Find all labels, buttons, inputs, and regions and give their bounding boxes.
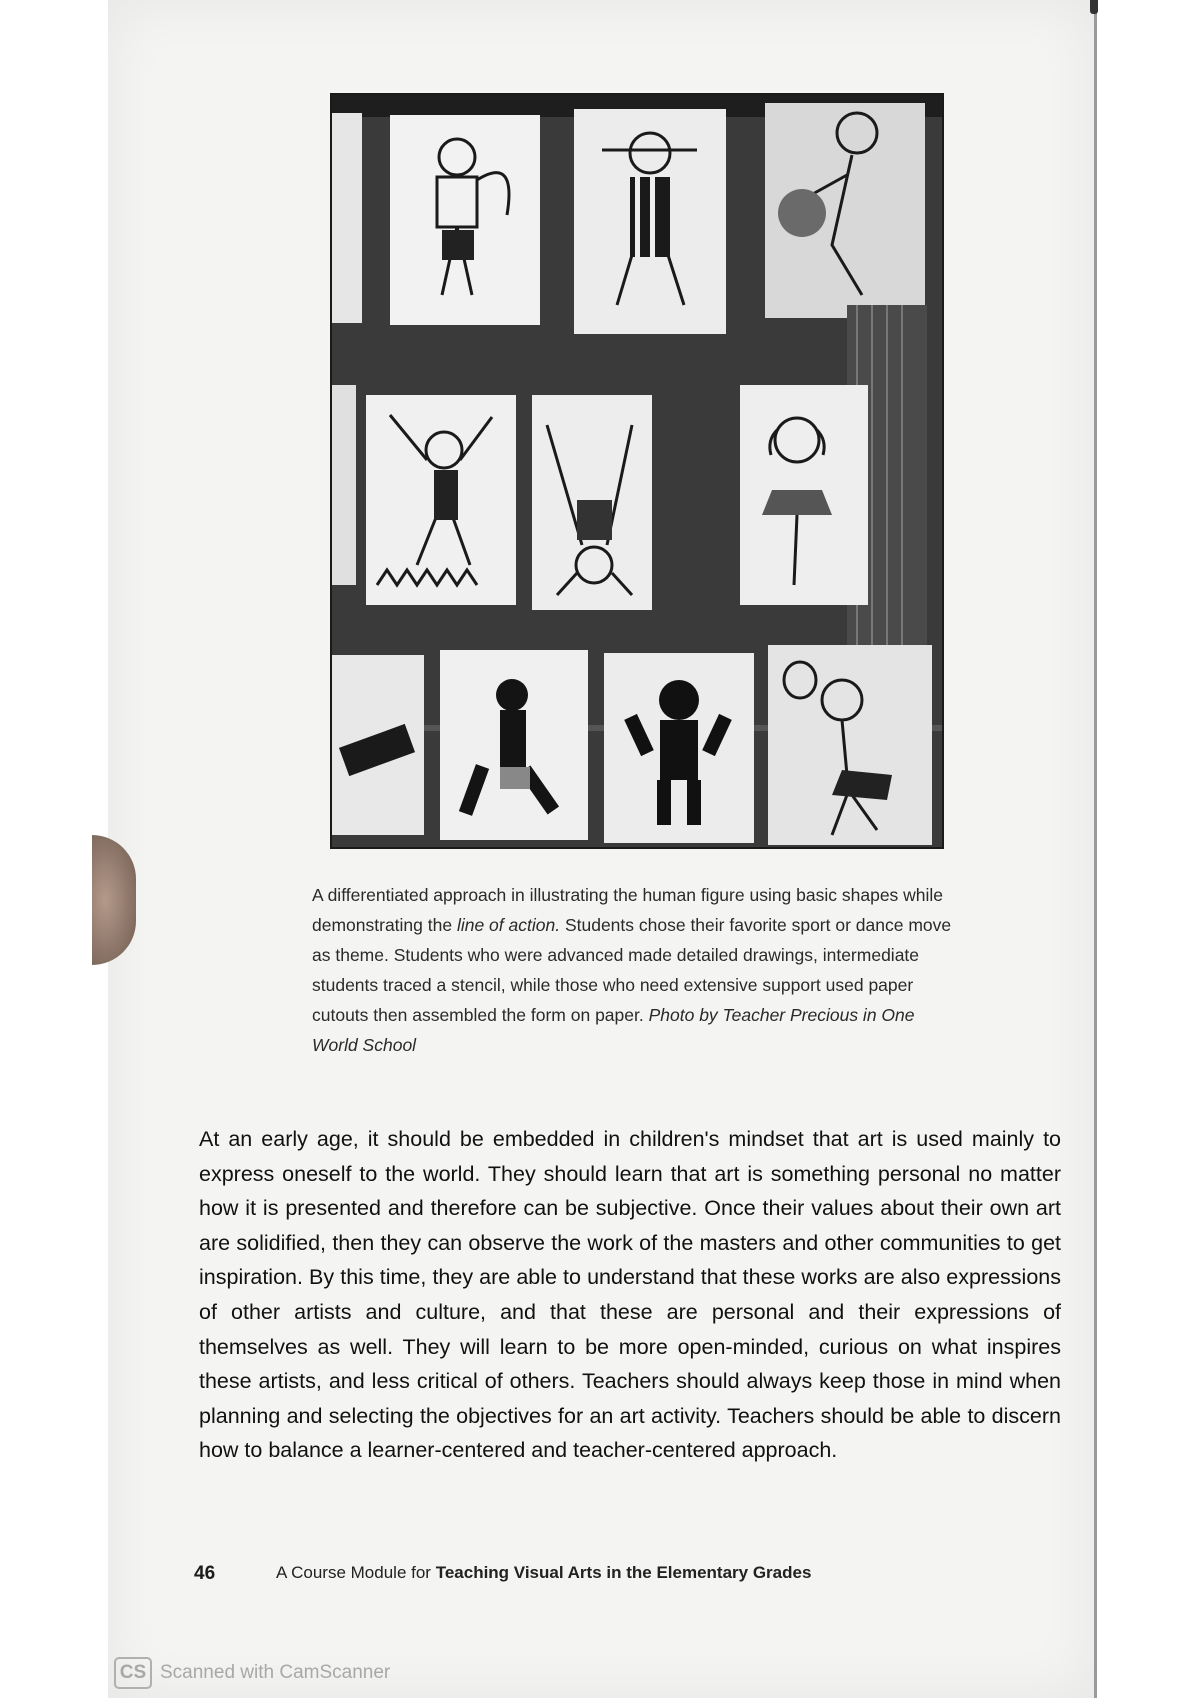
page-number: 46 [194,1563,216,1584]
body-paragraph-block [199,1122,1061,1468]
page-edge-shadow [1094,0,1097,1698]
running-title-bold: Teaching Visual Arts in the Elementary Grades [435,1563,812,1582]
photo-credit: Photo by Teacher Precious in One World School [312,1005,915,1055]
figure-caption [312,880,952,1060]
running-title [276,1563,811,1583]
camscanner-logo-icon: CS [114,1657,152,1689]
caption-text [312,880,952,1060]
running-title-prefix: A Course Module for [276,1563,436,1582]
page-edge-mark [1090,0,1098,14]
caption-part-1: A differentiated approach in illustrating the human figure using basic shapes while demonstrating the [312,885,944,935]
camscanner-text: Scanned with CamScanner [160,1662,391,1683]
camscanner-watermark [114,1656,390,1690]
children-drawings-photo [332,95,942,847]
body-paragraph: At an early age, it should be embedded in children's mindset that art is used mainly to express oneself to the world. They should learn that art is something personal no matter how it is presented and therefore can be subjective. Once their values about their own art are solidified, then they can observe the work of the masters and other communities to get inspiration. By this time, they are able to understand that these works are also expressions of other artists and culture, and that these are personal and their expressions of themselves as well. They will learn to be more open-minded, curious on what inspires these artists, and less critical of others. Teachers should always keep those in mind when planning and selecting the objectives for an art activity. Teachers should be able to discern how to balance a learner-centered and teacher-centered approach. [199,1127,1061,1463]
figure-photo [330,93,944,849]
caption-part-2: Students chose their favorite sport or dance move as theme. Students who were advanced made detailed drawings, intermediate students traced a stencil, while those who need extensive support used paper cutouts then assembled the form on paper. [312,915,952,1025]
page-footer [194,1563,1094,1593]
caption-emphasis: line of action. [456,915,561,935]
